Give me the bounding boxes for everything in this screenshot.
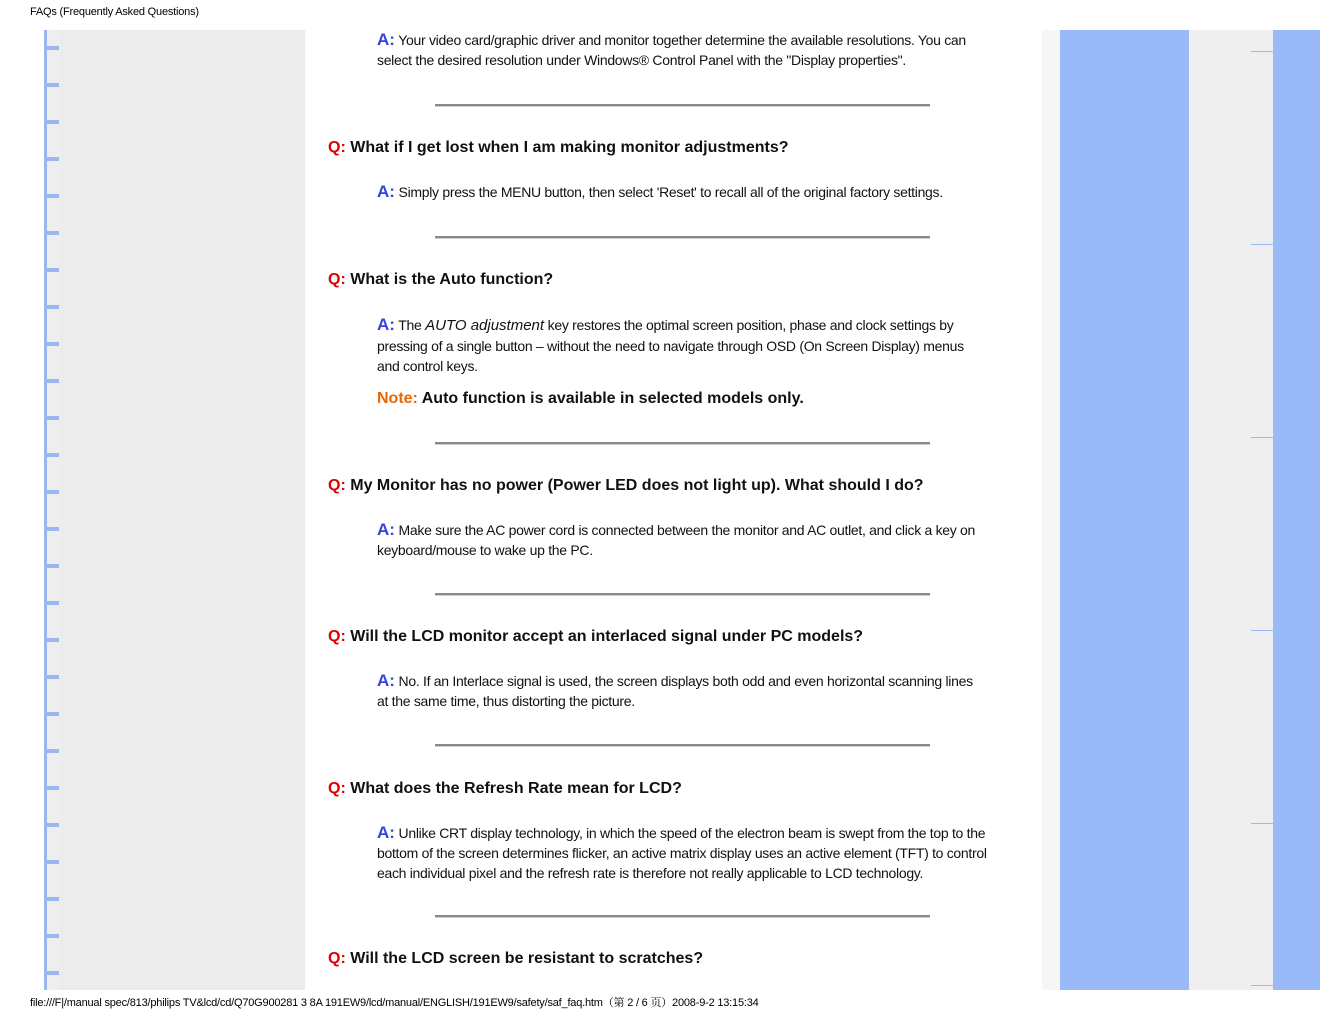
left-strip-tick <box>47 823 59 827</box>
faq-answer <box>377 671 987 711</box>
left-strip-tick <box>47 453 59 457</box>
question-label: Q: <box>328 477 346 494</box>
question-text: Will the LCD monitor accept an interlaced signal under PC models? <box>350 628 864 645</box>
left-strip-tick <box>47 157 59 161</box>
right-tick <box>1251 51 1273 52</box>
left-strip-tick <box>47 786 59 790</box>
right-tick <box>1251 244 1273 245</box>
faq-answer <box>377 182 987 202</box>
left-strip-tick <box>47 601 59 605</box>
page-header-title: FAQs (Frequently Asked Questions) <box>30 6 199 18</box>
faq-question <box>328 950 703 968</box>
answer-label: A: <box>377 671 395 690</box>
footer-file-path: file:///F|/manual spec/813/philips TV&lcd/cd/Q70G900281 3 8A 191EW9/lcd/manual/ENGLISH/191EW9/safety/saf_faq.htm（第 2 / 6 页）2008-9-2 13:15:34 <box>30 997 759 1009</box>
faq-answer <box>377 520 987 560</box>
faq-note <box>377 390 804 408</box>
left-strip-tick <box>47 712 59 716</box>
left-strip-tick <box>47 120 59 124</box>
right-blue-column <box>1060 30 1189 990</box>
left-strip-tick <box>47 564 59 568</box>
faq-question <box>328 477 924 495</box>
right-tick <box>1251 985 1273 986</box>
left-strip-tick <box>47 268 59 272</box>
note-text: Auto function is available in selected models only. <box>421 390 804 407</box>
left-strip-tick <box>47 860 59 864</box>
answer-text-post: key restores the optimal screen position, phase and clock settings by pressing of a single button – without the need to navigate through OSD (On Screen Display) menus and control keys. <box>377 317 964 374</box>
divider <box>435 744 930 747</box>
left-strip-tick <box>47 342 59 346</box>
left-strip-tick <box>47 527 59 531</box>
divider <box>435 593 930 596</box>
left-strip-tick <box>47 934 59 938</box>
answer-text: Unlike CRT display technology, in which the speed of the electron beam is swept from the top to the bottom of the screen determines flicker, an active matrix display uses an active element (TFT) to control each individual pixel and the refresh rate is therefore not really applicable to LCD technology. <box>377 825 987 881</box>
left-strip-tick <box>47 305 59 309</box>
question-text: What does the Refresh Rate mean for LCD? <box>350 780 682 797</box>
right-tick <box>1251 437 1273 438</box>
answer-label: A: <box>377 823 395 842</box>
answer-text: Your video card/graphic driver and monitor together determine the available resolutions. You can select the desired resolution under Windows® Control Panel with the "Display properties". <box>377 32 966 68</box>
right-tick <box>1251 823 1273 824</box>
answer-emphasis: AUTO adjustment <box>425 317 545 334</box>
faq-answer <box>377 315 987 376</box>
question-label: Q: <box>328 780 346 797</box>
left-strip-tick <box>47 490 59 494</box>
question-text: My Monitor has no power (Power LED does not light up). What should I do? <box>350 477 924 494</box>
right-blue-edge <box>1273 30 1320 990</box>
answer-label: A: <box>377 315 395 334</box>
left-strip-tick <box>47 379 59 383</box>
right-tick <box>1251 630 1273 631</box>
left-strip-tick <box>47 638 59 642</box>
divider <box>435 236 930 239</box>
left-panel <box>59 30 305 990</box>
answer-text: Make sure the AC power cord is connected between the monitor and AC outlet, and click a key on keyboard/mouse to wake up the PC. <box>377 522 976 558</box>
right-spacer <box>1042 30 1060 990</box>
question-text: What if I get lost when I am making monitor adjustments? <box>350 139 789 156</box>
answer-label: A: <box>377 182 395 201</box>
question-label: Q: <box>328 950 346 967</box>
divider <box>435 915 930 918</box>
faq-question <box>328 780 682 798</box>
faq-question <box>328 139 789 157</box>
left-strip-tick <box>47 194 59 198</box>
note-label: Note: <box>377 390 418 407</box>
faq-question <box>328 271 553 289</box>
left-strip-tick <box>47 416 59 420</box>
divider <box>435 104 930 107</box>
answer-label: A: <box>377 30 395 49</box>
question-text: Will the LCD screen be resistant to scratches? <box>350 950 704 967</box>
left-strip-tick <box>47 83 59 87</box>
answer-label: A: <box>377 520 395 539</box>
faq-answer <box>377 30 987 70</box>
question-label: Q: <box>328 139 346 156</box>
divider <box>435 442 930 445</box>
left-strip-tick <box>47 971 59 975</box>
faq-answer <box>377 823 987 883</box>
left-strip-tick <box>47 675 59 679</box>
left-strip-tick <box>47 231 59 235</box>
answer-text-pre: The <box>398 317 422 333</box>
answer-text: Simply press the MENU button, then select 'Reset' to recall all of the original factory settings. <box>398 184 943 200</box>
left-strip-tick <box>47 749 59 753</box>
right-gray-column <box>1189 30 1273 990</box>
left-decorative-strip <box>44 30 59 990</box>
question-label: Q: <box>328 271 346 288</box>
left-strip-tick <box>47 46 59 50</box>
answer-text: No. If an Interlace signal is used, the screen displays both odd and even horizontal scanning lines at the same time, thus distorting the picture. <box>377 673 973 709</box>
question-label: Q: <box>328 628 346 645</box>
faq-question <box>328 628 863 646</box>
question-text: What is the Auto function? <box>350 271 554 288</box>
left-strip-tick <box>47 897 59 901</box>
